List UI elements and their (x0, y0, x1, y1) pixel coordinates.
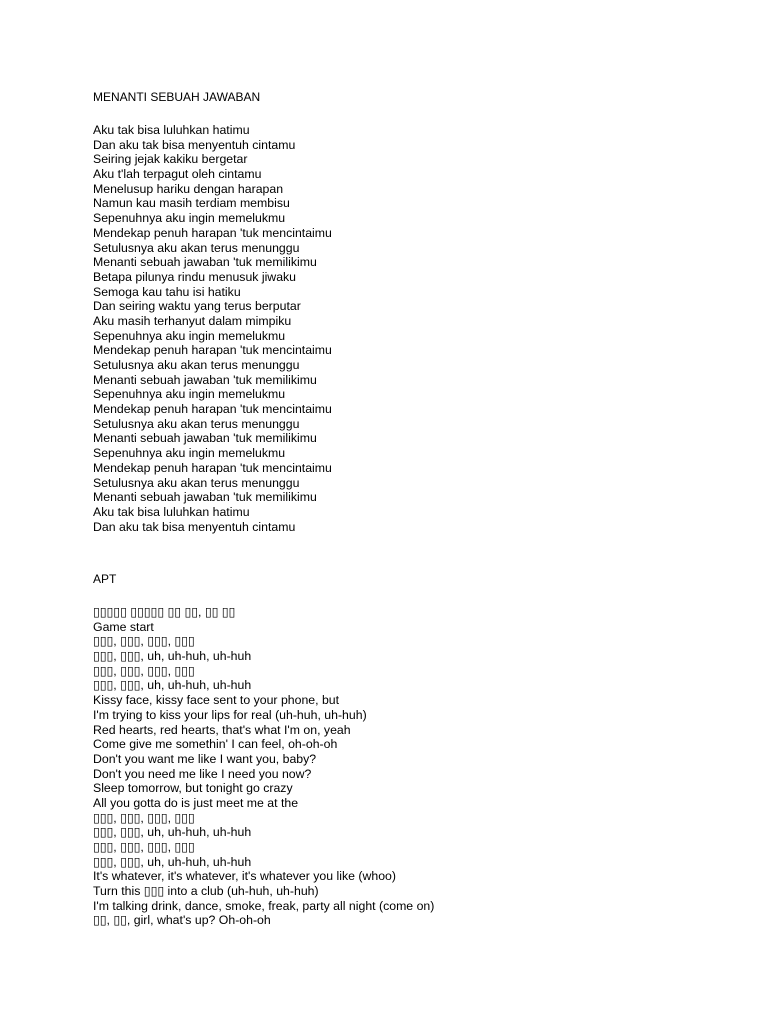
lyric-line: I'm trying to kiss your lips for real (uh-huh, uh-huh) (93, 707, 367, 722)
lyric-line: Setulusnya aku akan terus menunggu (93, 240, 300, 255)
lyric-line: Namun kau masih terdiam membisu (93, 196, 290, 211)
lyric-line: Menanti sebuah jawaban 'tuk memilikimu (93, 255, 317, 270)
lyric-line: All you gotta do is just meet me at the (93, 795, 299, 810)
lyric-line: I'm talking drink, dance, smoke, freak, party all night (come on) (93, 898, 435, 913)
lyric-line: ▯▯▯, ▯▯▯, uh, uh-huh, uh-huh (93, 678, 252, 693)
lyric-line: Sepenuhnya aku ingin memelukmu (93, 446, 286, 461)
lyric-line: Game start (93, 619, 154, 634)
lyric-line: Setulusnya aku akan terus menunggu (93, 358, 300, 372)
lyric-line: Semoga kau tahu isi hatiku (93, 284, 241, 299)
lyric-line: ▯▯▯, ▯▯▯, ▯▯▯, ▯▯▯ (93, 840, 195, 854)
lyric-line: ▯▯▯, ▯▯▯, uh, uh-huh, uh-huh (93, 825, 252, 840)
lyric-line: Mendekap penuh harapan 'tuk mencintaimu (93, 225, 332, 240)
lyric-line: Menanti sebuah jawaban 'tuk memilikimu (93, 372, 317, 387)
lyric-line: Setulusnya aku akan terus menunggu (93, 416, 300, 431)
lyric-line: ▯▯, ▯▯, girl, what's up? Oh-oh-oh (93, 913, 271, 928)
lyric-line: Dan aku tak bisa menyentuh cintamu (93, 519, 296, 534)
lyric-line: Sepenuhnya aku ingin memelukmu (93, 328, 286, 343)
lyric-line: Aku tak bisa luluhkan hatimu (93, 123, 250, 137)
lyric-line: Sepenuhnya aku ingin memelukmu (93, 211, 286, 226)
lyric-line: Dan aku tak bisa menyentuh cintamu (93, 137, 296, 152)
lyrics-menanti (93, 123, 332, 534)
lyric-line: Aku masih terhanyut dalam mimpiku (93, 313, 292, 328)
lyric-line: Aku tak bisa luluhkan hatimu (93, 504, 250, 519)
lyric-line: It's whatever, it's whatever, it's whatever you like (whoo) (93, 869, 396, 884)
lyric-line: Kissy face, kissy face sent to your phone, but (93, 693, 340, 708)
lyric-line: Turn this ▯▯▯ into a club (uh-huh, uh-huh) (93, 884, 319, 899)
lyrics-apt (93, 605, 434, 928)
lyric-line: ▯▯▯, ▯▯▯, ▯▯▯, ▯▯▯ (93, 810, 195, 825)
lyric-line: Mendekap penuh harapan 'tuk mencintaimu (93, 343, 332, 358)
lyric-line: Mendekap penuh harapan 'tuk mencintaimu (93, 402, 332, 417)
lyric-line: ▯▯▯▯▯ ▯▯▯▯▯ ▯▯ ▯▯, ▯▯ ▯▯ (93, 605, 236, 619)
lyric-line: Don't you need me like I need you now? (93, 766, 312, 781)
lyric-line: ▯▯▯, ▯▯▯, uh, uh-huh, uh-huh (93, 854, 252, 869)
lyric-line: Seiring jejak kakiku bergetar (93, 152, 248, 167)
lyric-line: Dan seiring waktu yang terus berputar (93, 299, 301, 314)
lyric-line: ▯▯▯, ▯▯▯, uh, uh-huh, uh-huh (93, 649, 252, 664)
lyric-line: Betapa pilunya rindu menusuk jiwaku (93, 269, 297, 284)
song-title-menanti: MENANTI SEBUAH JAWABAN (93, 90, 261, 104)
lyric-line: Red hearts, red hearts, that's what I'm on, yeah (93, 722, 351, 737)
lyric-line: Menanti sebuah jawaban 'tuk memilikimu (93, 490, 317, 505)
lyric-line: ▯▯▯, ▯▯▯, ▯▯▯, ▯▯▯ (93, 634, 195, 649)
lyric-line: Sleep tomorrow, but tonight go crazy (93, 781, 293, 796)
lyric-line: Come give me somethin' I can feel, oh-oh-oh (93, 737, 338, 752)
lyric-line: Menelusup hariku dengan harapan (93, 181, 284, 196)
lyric-line: Setulusnya aku akan terus menunggu (93, 475, 300, 490)
lyric-line: Menanti sebuah jawaban 'tuk memilikimu (93, 431, 317, 446)
lyric-line: Sepenuhnya aku ingin memelukmu (93, 387, 286, 402)
lyric-line: ▯▯▯, ▯▯▯, ▯▯▯, ▯▯▯ (93, 663, 195, 678)
lyric-line: Mendekap penuh harapan 'tuk mencintaimu (93, 460, 332, 475)
lyric-line: Aku t'lah terpagut oleh cintamu (93, 167, 262, 182)
song-title-apt: APT (93, 572, 117, 586)
lyric-line: Don't you want me like I want you, baby? (93, 751, 317, 766)
